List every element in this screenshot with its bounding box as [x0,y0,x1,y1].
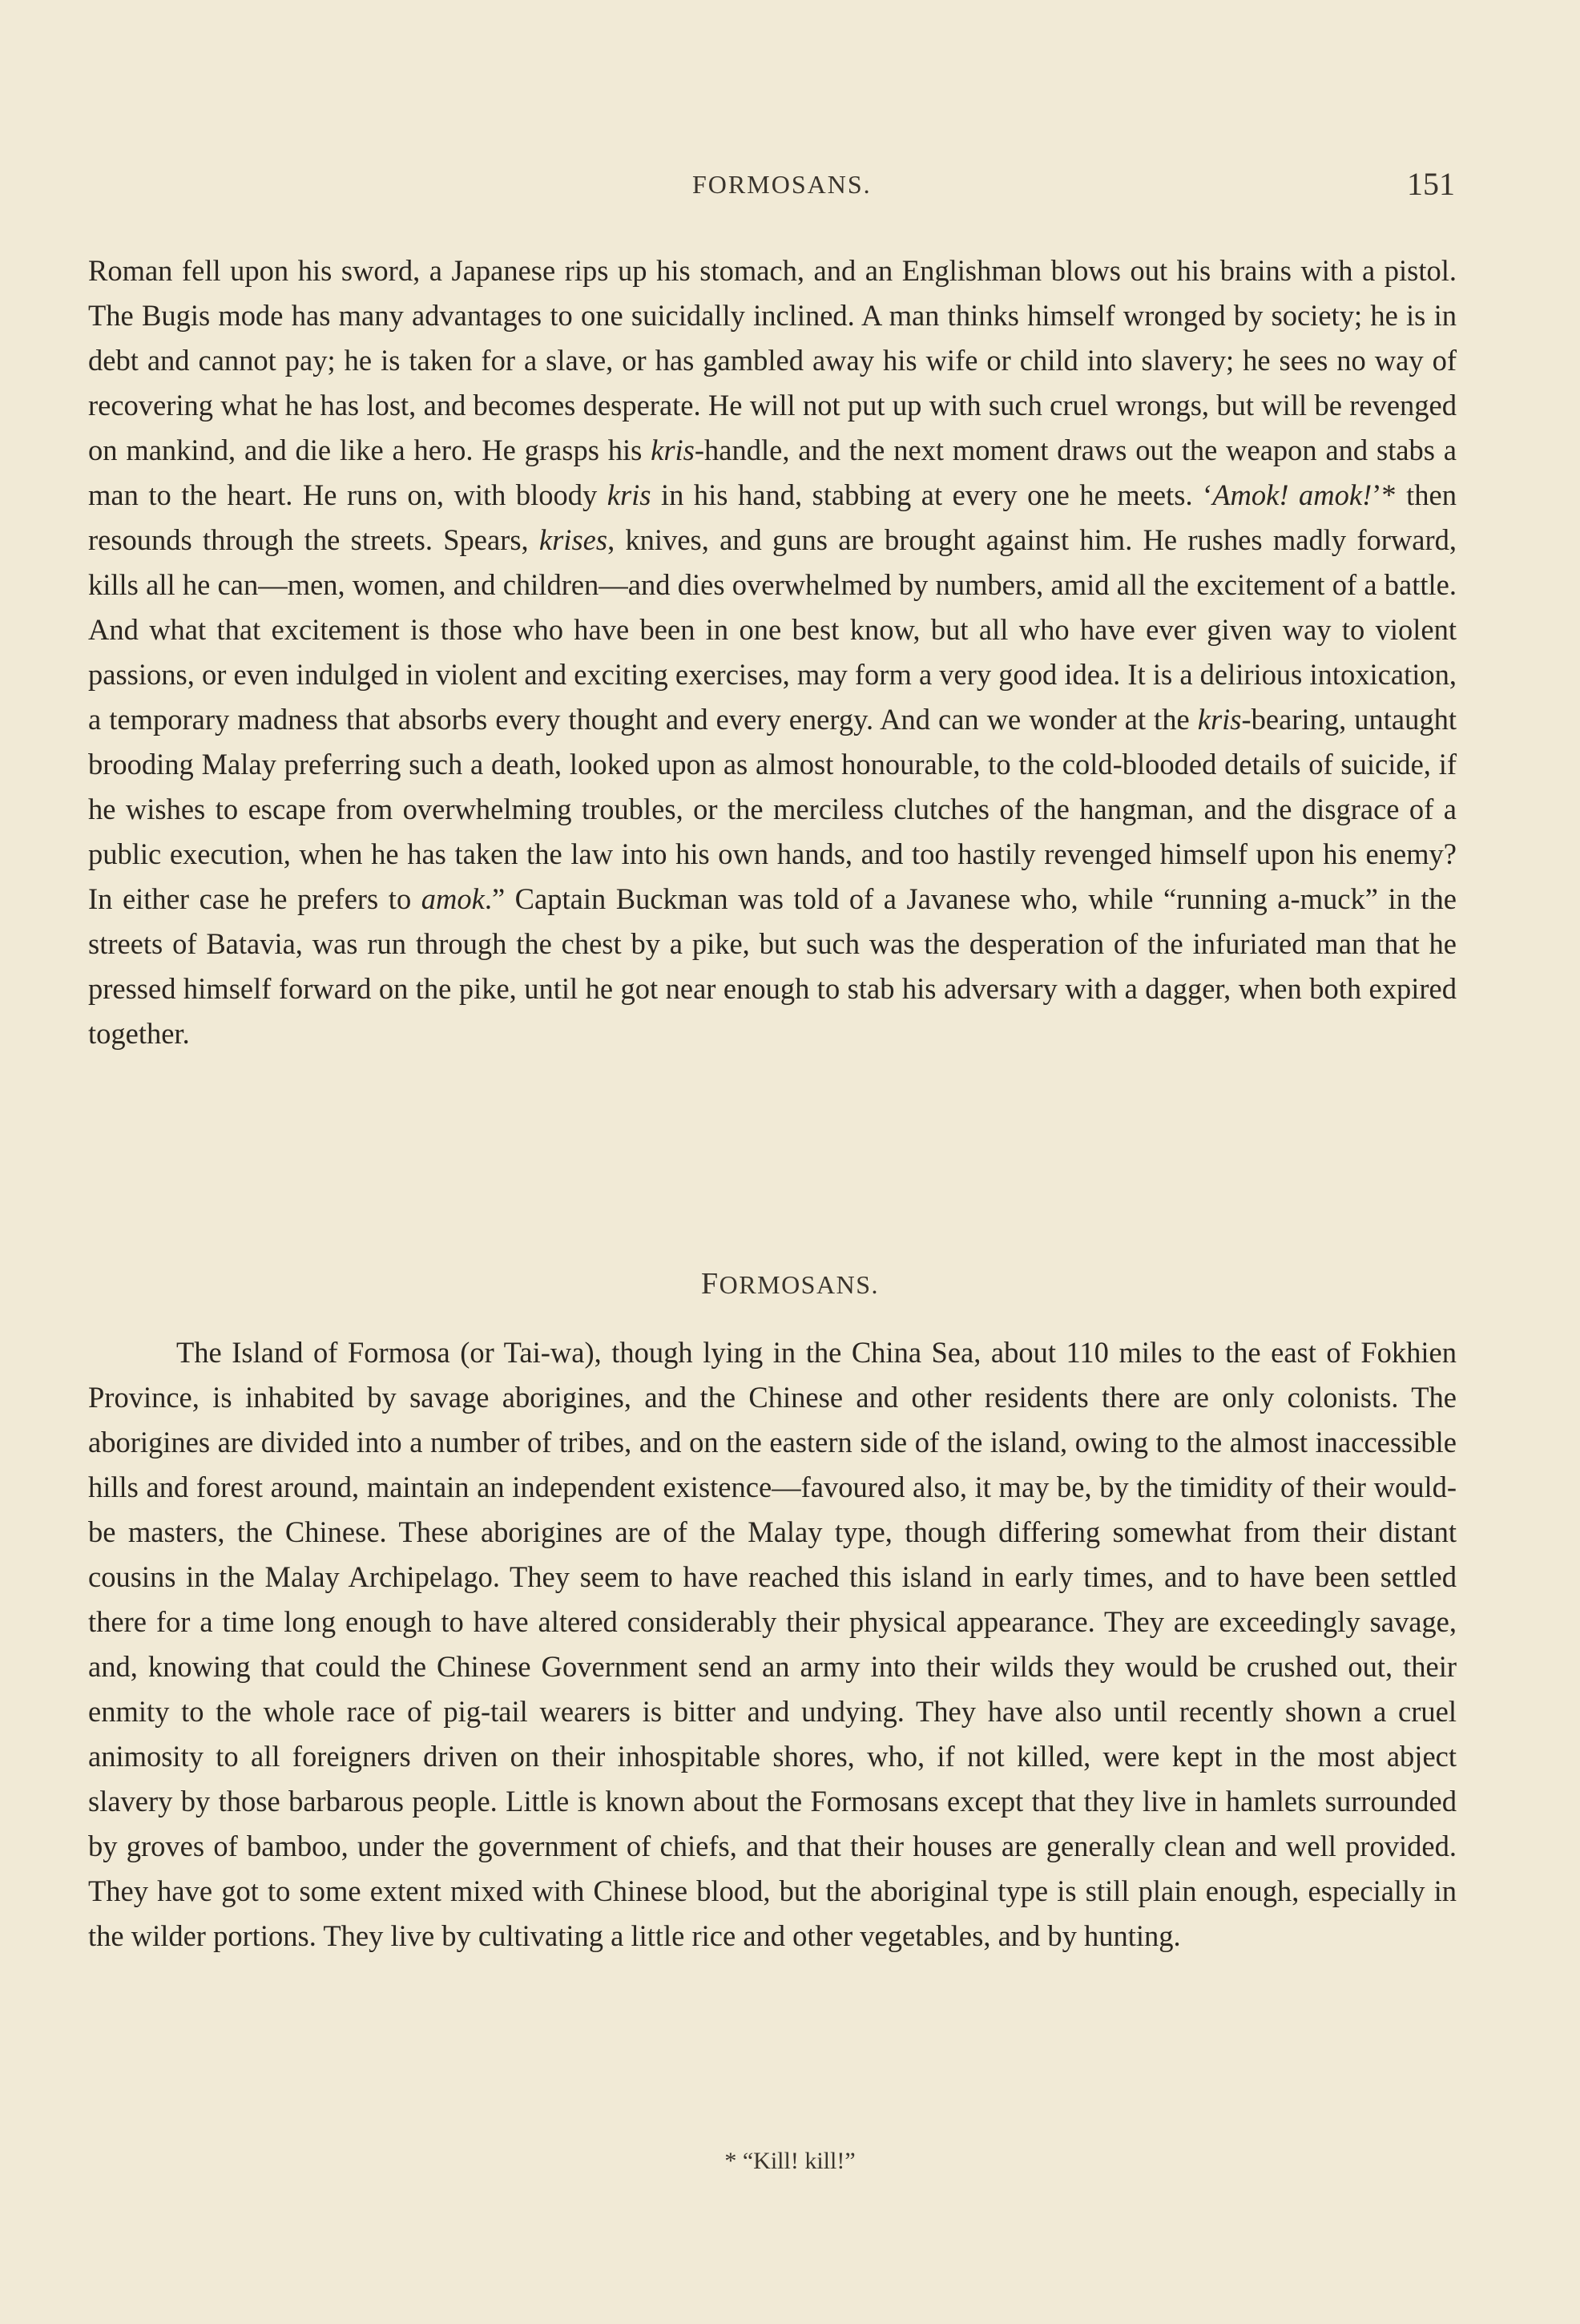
footnote: * “Kill! kill!” [724,2148,856,2174]
text-run: ’* then resounds through the streets. Spears, [88,478,1457,556]
text-run: .” Captain Buckman was told of a Javanese who, while “running a-muck” in the streets of Batavia, was run through the chest by a pike, but such was the desperation of the infuriated man that he pressed himself forward on the pike, until he got near enough to stab his adversary with a dagger, when both expired together. [88,882,1457,1050]
text-run: in his hand, stabbing at every one he meets. ‘ [651,478,1213,511]
italic-term: Amok! amok! [1212,478,1372,511]
text-run: -handle, and the next moment draws out the weapon and stabs a man to the heart. He runs on, with bloody [88,434,1457,511]
text-run: , knives, and guns are brought against him. He rushes madly forward, kills all he can—men, women, and children—and dies overwhelmed by numbers, amid all the excitement of a battle. And what that excitement is those who have been in one best know, but all who have ever given way to violent passions, or even indulged in violent and exciting exercises, may form a very good idea. It is a delirious intoxication, a temporary madness that absorbs every thought and every energy. And can we wonder at the [88,523,1457,736]
text-run: The Island of Formosa (or Tai-wa), though lying in the China Sea, about 110 miles to the east of Fokhien Province, is inhabited by savage aborigines, and the Chinese and other residents there are only colonists. The aborigines are divided into a number of tribes, and on the eastern side of the island, owing to the almost inaccessible hills and forest around, maintain an independent existence—favoured also, it may be, by the timidity of their would-be masters, the Chinese. These aborigines are of the Malay type, though differing somewhat from their distant cousins in the Malay Archipelago. They seem to have reached this island in early times, and to have been settled there for a time long enough to have altered considerably their physical appearance. They are exceedingly savage, and, knowing that could the Chinese Government send an army into their wilds they would be crushed out, their enmity to the whole race of pig-tail wearers is bitter and undying. They have also until recently shown a cruel animosity to all foreigners driven on their inhospitable shores, who, if not killed, were kept in the most abject slavery by those barbarous people. Little is known about the Formosans except that they live in hamlets surrounded by groves of bamboo, under the government of chiefs, and that their houses are generally clean and well provided. They have got to some extent mixed with Chinese blood, but the aboriginal type is still plain enough, especially in the wilder portions. They live by cultivating a little rice and other vegetables, and by hunting. [88,1336,1457,1952]
paragraph-formosans [88,1330,1457,1959]
text-run: Roman fell upon his sword, a Japanese rips up his stomach, and an Englishman blows out his brains with a pistol. The Bugis mode has many advantages to one suicidally inclined. A man thinks himself wronged by society; he is in debt and cannot pay; he is taken for a slave, or has gambled away his wife or child into slavery; he sees no way of recovering what he has lost, and becomes desperate. He will not put up with such cruel wrongs, but will be revenged on mankind, and die like a hero. He grasps his [88,254,1457,466]
italic-term: kris [607,478,651,511]
running-title: FORMOSANS. [692,170,872,199]
section-heading-initial: F [701,1267,719,1301]
text-run: -bearing, untaught brooding Malay preferring such a death, looked upon as almost honourable, to the cold-blooded details of suicide, if he wishes to escape from overwhelming troubles, or the merciless clutches of the hangman, and the disgrace of a public execution, when he has taken the law into his own hands, and too hastily revenged himself upon his enemy? In either case he prefers to [88,703,1457,915]
section-heading-rest: ORMOSANS. [719,1270,879,1299]
paragraph-amok [88,248,1457,1056]
italic-term: krises [538,523,608,556]
running-head [0,166,1580,210]
italic-term: kris [1197,703,1242,736]
page-number: 151 [1407,166,1455,202]
italic-term: amok [421,882,485,915]
italic-term: kris [651,434,695,466]
section-heading [0,1266,1580,1301]
